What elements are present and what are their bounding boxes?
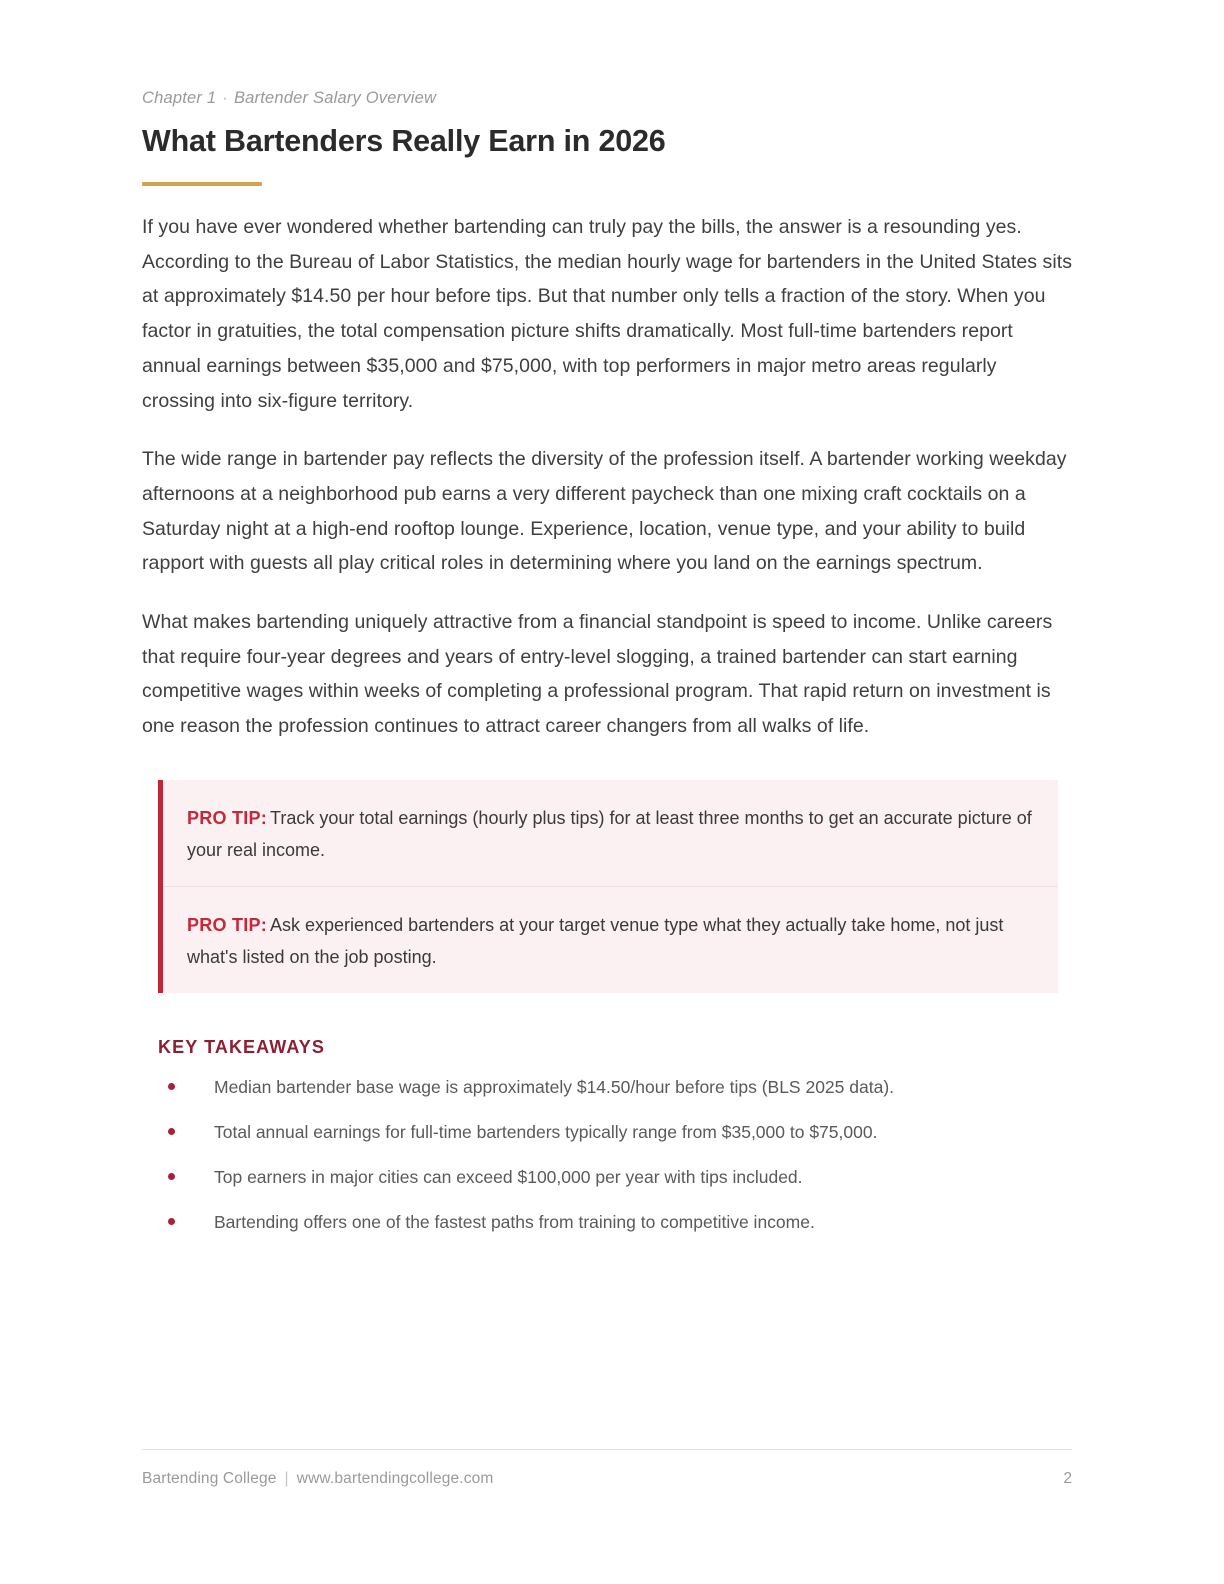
footer-credit <box>142 1470 493 1488</box>
pro-tip-label: PRO TIP: <box>187 914 268 935</box>
breadcrumb-section: Bartender Salary Overview <box>233 89 437 107</box>
body-paragraph: The wide range in bartender pay reflects the diversity of the profession itself. A bartender working weekday afternoons at a neighborhood pub earns a very different paycheck than one mixing craft cocktails on a Saturday night at a high-end rooftop lounge. Experience, location, venue type, and your ability to build rapport with guests all play critical roles in determining where you land on the earnings spectrum. <box>142 448 1067 575</box>
pro-tip-label: PRO TIP: <box>187 807 268 828</box>
pro-tip-item <box>163 886 1058 993</box>
bullet-icon <box>168 1218 175 1225</box>
key-takeaways-section <box>158 1037 1072 1235</box>
footer-organization: Bartending College <box>142 1470 277 1487</box>
pro-tip-callout <box>158 780 1058 993</box>
list-item <box>158 1164 1072 1190</box>
title-accent-rule <box>142 182 262 186</box>
breadcrumb-chapter: Chapter 1 <box>142 89 217 107</box>
list-item <box>158 1119 1072 1145</box>
list-item-label: Bartending offers one of the fastest paths from training to competitive income. <box>214 1211 815 1232</box>
footer-divider: | <box>284 1470 289 1487</box>
pro-tip-item <box>163 780 1058 886</box>
pro-tip-body: Ask experienced bartenders at your target venue type what they actually take home, not just what's listed on the job posting. <box>187 914 1004 967</box>
key-takeaways-list <box>158 1074 1072 1235</box>
breadcrumb <box>142 88 1072 109</box>
list-item <box>158 1074 1072 1100</box>
list-item-label: Top earners in major cities can exceed $100,000 per year with tips included. <box>214 1166 803 1187</box>
key-takeaways-title: KEY TAKEAWAYS <box>158 1036 326 1057</box>
page-number: 2 <box>1063 1470 1072 1487</box>
page-title: What Bartenders Really Earn in 2026 <box>142 124 666 159</box>
list-item-label: Median bartender base wage is approximately $14.50/hour before tips (BLS 2025 data). <box>214 1076 895 1097</box>
bullet-icon <box>168 1128 175 1135</box>
body-paragraph: What makes bartending uniquely attractive from a financial standpoint is speed to income. Unlike careers that require four-year degrees and years of entry-level slogging, a trained bartender can start earning competitive wages within weeks of completing a professional program. That rapid return on investment is one reason the profession continues to attract career changers from all walks of life. <box>142 611 1053 738</box>
bullet-icon <box>168 1083 175 1090</box>
pro-tip-text <box>187 802 1032 866</box>
pro-tip-text <box>187 909 1032 973</box>
breadcrumb-separator: · <box>222 89 228 107</box>
footer-website[interactable]: www.bartendingcollege.com <box>296 1470 494 1487</box>
list-item-label: Total annual earnings for full-time bartenders typically range from $35,000 to $75,000. <box>214 1121 878 1142</box>
bullet-icon <box>168 1173 175 1180</box>
list-item <box>158 1209 1072 1235</box>
page-footer <box>142 1449 1072 1488</box>
body-paragraph: If you have ever wondered whether bartending can truly pay the bills, the answer is a resounding yes. According to the Bureau of Labor Statistics, the median hourly wage for bartenders in the United States sits at approximately $14.50 per hour before tips. But that number only tells a fraction of the story. When you factor in gratuities, the total compensation picture shifts dramatically. Most full-time bartenders report annual earnings between $35,000 and $75,000, with top performers in major metro areas regularly crossing into six-figure territory. <box>142 216 1072 412</box>
pro-tip-body: Track your total earnings (hourly plus tips) for at least three months to get an accurate picture of your real income. <box>187 807 1032 860</box>
page-content <box>142 88 1072 1235</box>
